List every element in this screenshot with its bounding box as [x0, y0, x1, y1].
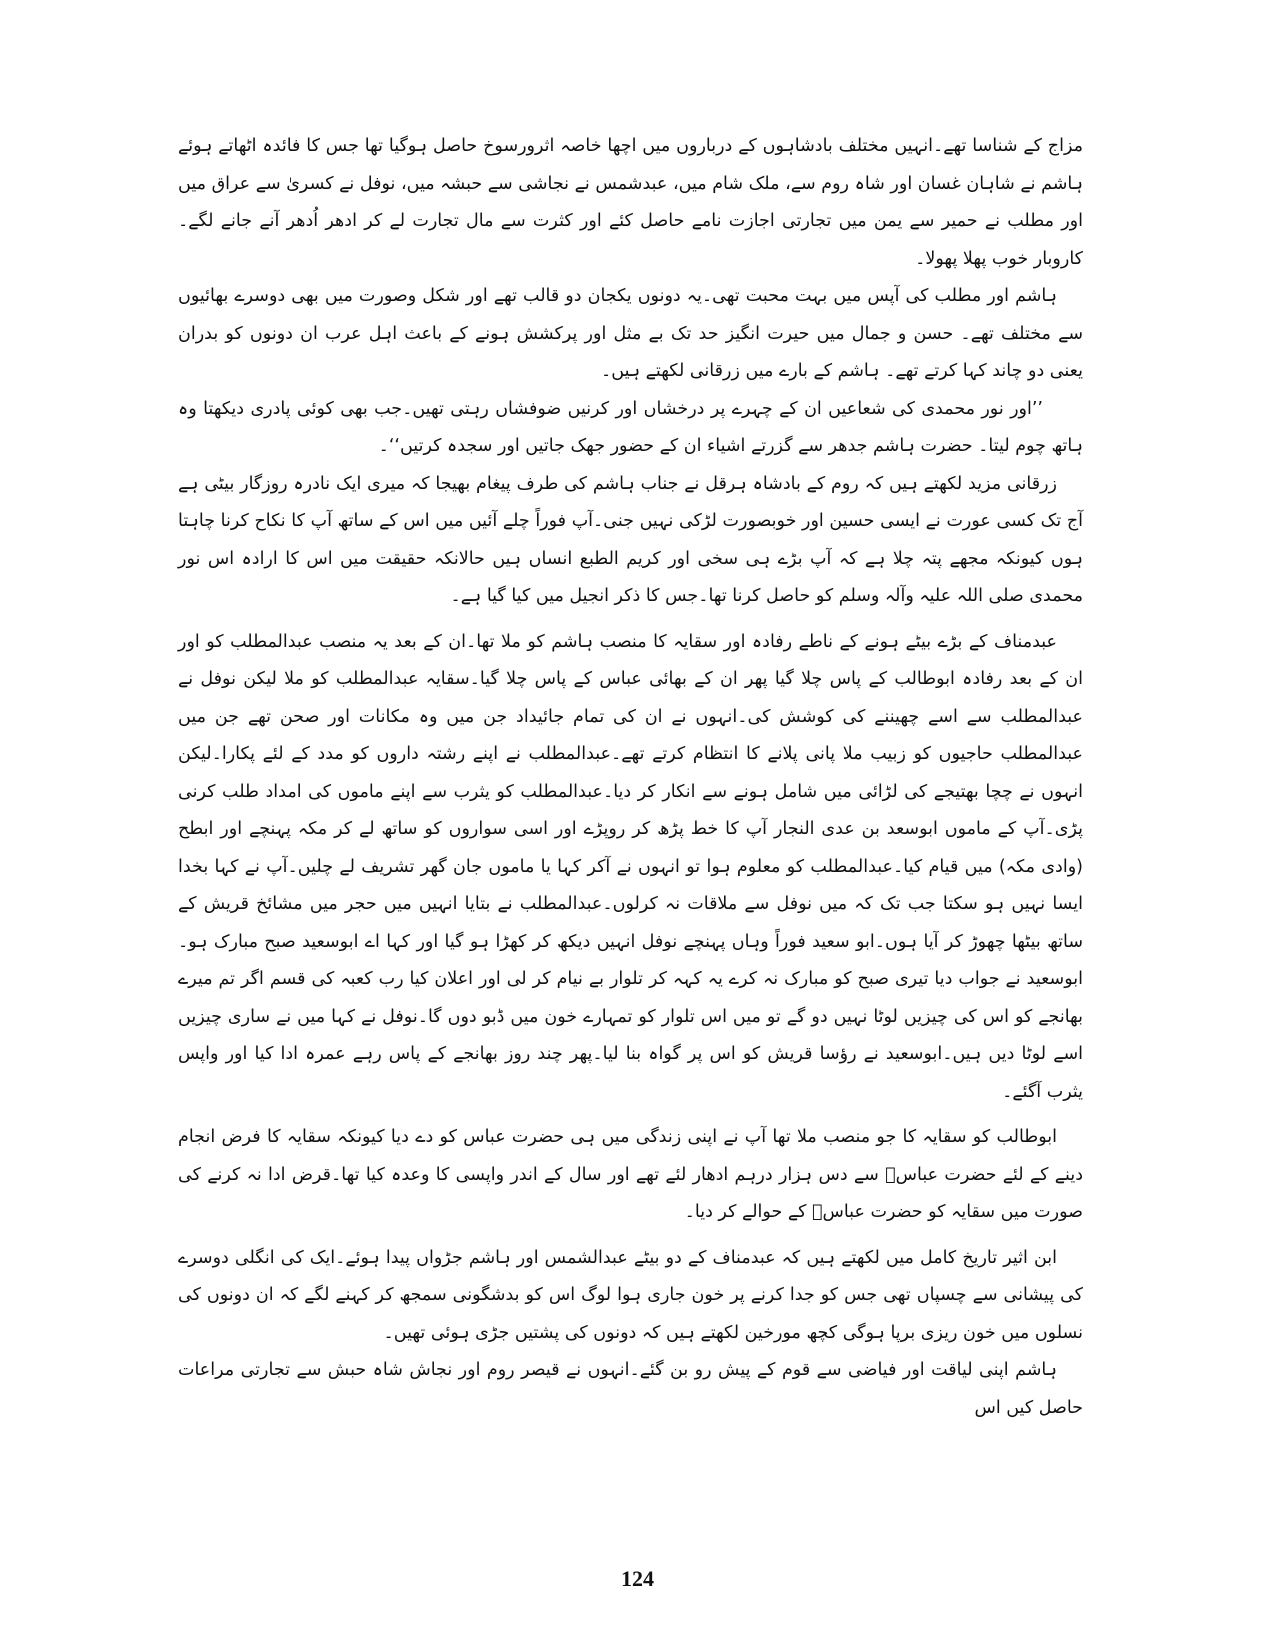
paragraph-hashim-leadership: ہاشم اپنی لیاقت اور فیاضی سے قوم کے پیش رو بن گئے۔انہوں نے قیصر روم اور نجاش شاہ حبش سے تجارتی مراعات حاصل کیں اس [178, 1360, 1083, 1418]
paragraph-ibn-athir: ابن اثیر تاریخ کامل میں لکھتے ہیں کہ عبدمناف کے دو بیٹے عبدالشمس اور ہاشم جڑواں پیدا ہوئے۔ایک کی انگلی دوسرے کی پیشانی سے چسپاں تھی جس کو جدا کرنے پر خون جاری ہوا لوگ اس کو بدشگونی سمجھ کر کہنے لگے کہ ان دونوں کی نسلوں میں خون ریزی برپا ہوگی کچھ مورخین لکھتے ہیں کہ دونوں کی پشتیں جڑی ہوئی تھیں۔ [178, 1247, 1083, 1343]
paragraph-hashim-muttalib: ہاشم اور مطلب کی آپس میں بہت محبت تھی۔یہ دونوں یکجان دو قالب تھے اور شکل وصورت میں بھی دوسرے بھائیوں سے مختلف تھے۔ حسن و جمال میں حیرت انگیز حد تک بے مثل اور پرکشش ہونے کے باعث اہل عرب ان دونوں کو بدران یعنی دو چاند کہا کرتے تھے۔ ہاشم کے بارے میں زرقانی لکھتے ہیں۔ [178, 286, 1083, 381]
paragraph-quotation: ’’اور نور محمدی کی شعاعیں ان کے چہرے پر درخشاں اور کرنیں ضوفشاں رہتی تھیں۔جب بھی کوئی پادری دیکھتا وہ ہاتھ چوم لیتا۔ حضرت ہاشم جدھر سے گزرتے اشیاء ان کے حضور جھک جاتیں اور سجدہ کرتیں‘‘۔ [178, 398, 1083, 456]
page-body-text [178, 128, 1083, 1427]
paragraph-trade-permits: مزاج کے شناسا تھے۔انہیں مختلف بادشاہوں کے درباروں میں اچھا خاصہ اثرورسوخ حاصل ہوگیا تھا جس کا فائدہ اٹھاتے ہوئے ہاشم نے شاہان غسان اور شاہ روم سے، ملک شام میں، عبدشمس نے نجاشی سے حبشہ میں، نوفل نے کسریٰ سے عراق میں اور مطلب نے حمیر سے یمن میں تجارتی اجازت نامے حاصل کئے اور کثرت سے مال تجارت لے کر ادھر اُدھر آنے جانے لگے۔کاروبار خوب پھلا پھولا۔ [178, 136, 1083, 269]
page-number: 124 [621, 1566, 654, 1591]
paragraph-heraclius: زرقانی مزید لکھتے ہیں کہ روم کے بادشاہ ہرقل نے جناب ہاشم کی طرف پیغام بھیجا کہ میری ایک نادرہ روزگار بیٹی ہے آج تک کسی عورت نے ایسی حسین اور خوبصورت لڑکی نہیں جنی۔آپ فوراً چلے آئیں میں اس کے ساتھ آپ کا نکاح کرنا چاہتا ہوں کیونکہ مجھے پتہ چلا ہے کہ آپ بڑے ہی سخی اور کریم الطبع انساں ہیں حالانکہ حقیقت میں اس کا ارادہ اس نور محمدی صلی اللہ علیہ وآلہ وسلم کو حاصل کرنا تھا۔جس کا ذکر انجیل میں کیا گیا ہے۔ [178, 473, 1083, 606]
paragraph-rifada-siqaya: عبدمناف کے بڑے بیٹے ہونے کے ناطے رفادہ اور سقایہ کا منصب ہاشم کو ملا تھا۔ان کے بعد یہ منصب عبدالمطلب کو اور ان کے بعد رفادہ ابوطالب کے پاس چلا گیا پھر ان کے بھائی عباس کے پاس چلا گیا۔سقایہ عبدالمطلب کو ملا لیکن نوفل نے عبدالمطلب سے اسے چھیننے کی کوشش کی۔انہوں نے ان کی تمام جائیداد جن میں وہ مکانات اور صحن تھے جن میں عبدالمطلب حاجیوں کو زبیب ملا پانی پلانے کا انتظام کرتے تھے۔عبدالمطلب نے اپنے رشتہ داروں کو مدد کے لئے پکارا۔لیکن انہوں نے چچا بھتیجے کی لڑائی میں شامل ہونے سے انکار کر دیا۔عبدالمطلب کو یثرب سے اپنے ماموں کی امداد طلب کرنی پڑی۔آپ کے ماموں ابوسعد بن عدی النجار آپ کا خط پڑھ کر روپڑے اور اسی سواروں کو ساتھ لے کر مکہ پہنچے اور ابطح (وادی مکہ) میں قیام کیا۔عبدالمطلب کو معلوم ہوا تو انہوں نے آکر کہا یا ماموں جان گھر تشریف لے چلیں۔آپ نے کہا بخدا ایسا نہیں ہو سکتا جب تک کہ میں نوفل سے ملاقات نہ کرلوں۔عبدالمطلب نے بتایا انہیں میں حجر میں مشائخ قریش کے ساتھ بیٹھا چھوڑ کر آیا ہوں۔ابو سعید فوراً وہاں پہنچے نوفل انہیں دیکھ کر کھڑا ہو گیا اور کہا اے ابوسعید صبح مبارک ہو۔ابوسعید نے جواب دیا تیری صبح کو مبارک نہ کرے یہ کہہ کر تلوار بے نیام کر لی اور اعلان کیا رب کعبہ کی قسم اگر تم میرے بھانجے کو اس کی چیزیں لوٹا نہیں دو گے تو میں اس تلوار کو تمہارے خون میں ڈبو دوں گا۔نوفل نے کہا میں نے ساری چیزیں اسے لوٹا دیں ہیں۔ابوسعید نے رؤسا قریش کو اس پر گواہ بنا لیا۔پھر چند روز بھانجے کے پاس رہے عمرہ ادا کیا اور واپس یثرب آگئے۔ [178, 631, 1083, 1102]
paragraph-abu-talib: ابوطالب کو سقایہ کا جو منصب ملا تھا آپ نے اپنی زندگی میں ہی حضرت عباس کو دے دیا کیونکہ سقایہ کا فرض انجام دینے کے لئے حضرت عباسؓ سے دس ہزار درہم ادھار لئے تھے اور سال کے اندر واپسی کا وعدہ کیا تھا۔قرض ادا نہ کرنے کی صورت میں سقایہ کو حضرت عباسؓ کے حوالے کر دیا۔ [178, 1127, 1083, 1222]
